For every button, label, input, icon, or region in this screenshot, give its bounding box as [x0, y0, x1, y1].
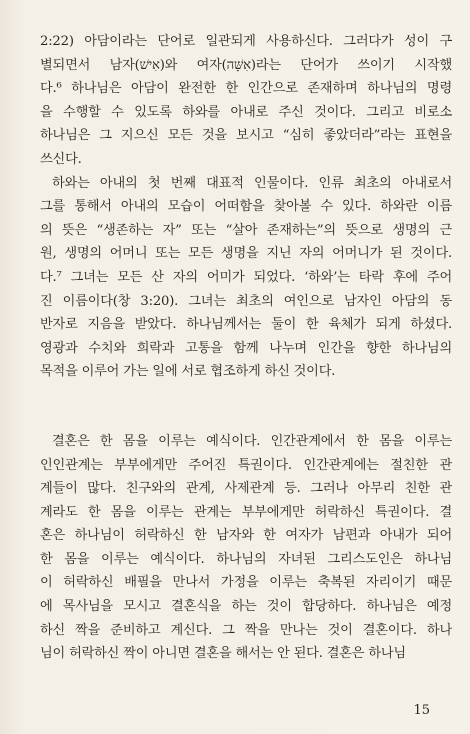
text-line: 에 목사님을 모시고 결혼식을 하는 것이 합당하다. 하나님은 예정: [40, 599, 452, 615]
paragraph-eve-first-wife: [40, 172, 452, 384]
text-line: 계들이 많다. 친구와의 관계, 사제관계 등. 그러나 아무리 친한 관: [40, 481, 452, 497]
body-text: [40, 30, 452, 666]
text-line: 하와는 아내의 첫 번째 대표적 인물이다. 인류 최초의 아내로서: [52, 175, 452, 191]
text-line: 을 수행할 수 있도록 하와를 아내로 주신 것이다. 그리고 비로소: [40, 104, 452, 120]
text-line: 하신 짝을 준비하고 계신다. 그 짝을 만나는 것이 결혼이다. 하나: [40, 622, 452, 638]
text-line: 별되면서 남자(אִישׁ)와 여자(אִשָּׁה)라는 단어가 쓰이기 시작했: [40, 57, 452, 73]
text-line: 님이 허락하신 짝이 아니면 결혼을 해서는 안 된다. 결혼은 하나님: [40, 646, 406, 662]
text-line: 영광과 수치와 희락과 고통을 함께 나누며 인간을 향한 하나님의: [40, 340, 452, 356]
text-line: 의 뜻은 “생존하는 자” 또는 “살아 존재하는”의 뜻으로 생명의 근: [40, 222, 452, 238]
text-line: 인인관계는 부부에게만 주어진 특권이다. 인간관계에는 절친한 관: [40, 457, 452, 473]
text-line: 다.⁷ 그녀는 모든 산 자의 어미가 되었다. ‘하와’는 타락 후에 주어: [40, 269, 452, 285]
text-line: 원, 생명의 어머니 또는 모든 생명을 지닌 자의 어머니가 된 것이다.: [40, 246, 452, 262]
text-line: 반자로 지음을 받았다. 하나님께서는 둘이 한 육체가 되게 하셨다.: [40, 317, 452, 333]
section-gap: [40, 384, 452, 430]
text-line: 혼은 하나님이 허락하신 한 남자와 한 여자가 남편과 아내가 되어: [40, 528, 452, 544]
text-line: 이 허락하신 배필을 만나서 가정을 이루는 축복된 자리이기 때문: [40, 575, 452, 591]
page-number: 15: [413, 703, 430, 718]
text-line: 하나님은 그 지으신 모든 것을 보시고 “심히 좋았더라”라는 표현을: [40, 128, 452, 144]
text-line: 결혼은 한 몸을 이루는 예식이다. 인간관계에서 한 몸을 이루는: [52, 433, 452, 449]
paragraph-marriage-one-body: [40, 430, 452, 666]
paragraph-adam-eve-naming: [40, 30, 452, 172]
text-line: 그를 통해서 아내의 모습이 어떠함을 찾아볼 수 있다. 하와란 이름: [40, 199, 452, 215]
text-line: 목적을 이루어 가는 일에 서로 협조하게 하신 것이다.: [40, 364, 336, 380]
text-line: 2:22) 아담이라는 단어로 일관되게 사용하신다. 그러다가 성이 구: [40, 34, 452, 49]
text-line: 계라도 한 몸을 이루는 관계는 부부에게만 허락하신 특권이다. 결: [40, 504, 452, 520]
text-line: 한 몸을 이루는 예식이다. 하나님의 자녀된 그리스도인은 하나님: [40, 551, 452, 567]
text-line: 다.⁶ 하나님은 아담이 완전한 한 인간으로 존재하며 하나님의 명령: [40, 81, 452, 97]
text-line: 진 이름이다(창 3:20). 그녀는 최초의 여인으로 남자인 아담의 동: [40, 293, 452, 309]
text-line: 쓰신다.: [40, 151, 82, 167]
